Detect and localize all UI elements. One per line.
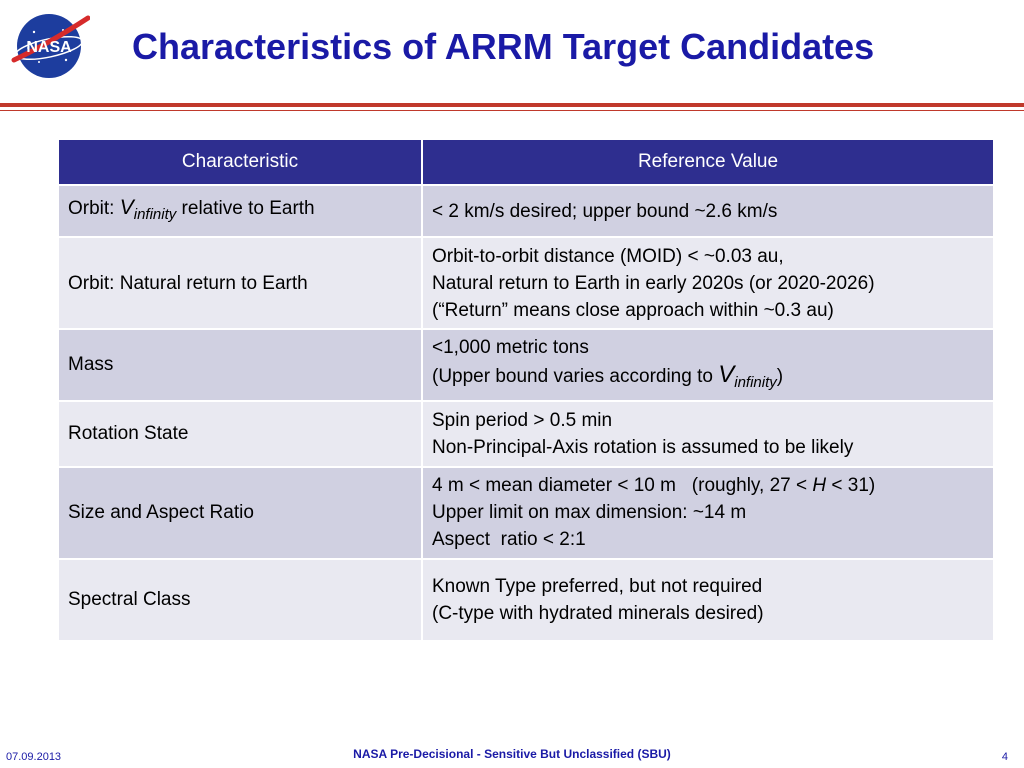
table-row	[58, 467, 994, 559]
column-header-characteristic: Characteristic	[58, 139, 422, 185]
table-row	[58, 329, 994, 401]
table-header-row	[58, 139, 994, 185]
header-divider-thin	[0, 110, 1024, 111]
reference-value-cell: Spin period > 0.5 min Non-Principal-Axis rotation is assumed to be likely	[422, 401, 994, 467]
page-number: 4	[1001, 751, 1008, 763]
column-header-reference-value: Reference Value	[422, 139, 994, 185]
table-row	[58, 237, 994, 329]
characteristic-cell: Mass	[58, 329, 422, 401]
reference-value-cell: <1,000 metric tons (Upper bound varies according to $V_{infinity}$)	[422, 329, 994, 401]
reference-value-cell: < 2 km/s desired; upper bound ~2.6 km/s	[422, 185, 994, 237]
reference-value-cell: Orbit-to-orbit distance (MOID) < ~0.03 au, Natural return to Earth in early 2020s (or 2020-2026) (“Return” means close approach within ~0.3 au)	[422, 237, 994, 329]
table-row	[58, 559, 994, 641]
characteristic-cell: Size and Aspect Ratio	[58, 467, 422, 559]
characteristic-cell: Rotation State	[58, 401, 422, 467]
table-row	[58, 401, 994, 467]
characteristics-table	[57, 138, 995, 642]
characteristic-cell: Orbit: Natural return to Earth	[58, 237, 422, 329]
reference-value-cell: Known Type preferred, but not required (C-type with hydrated minerals desired)	[422, 559, 994, 641]
footer-classification: NASA Pre-Decisional - Sensitive But Unclassified (SBU)	[353, 747, 671, 761]
reference-value-cell: 4 m < mean diameter < 10 m (roughly, 27 < H < 31) Upper limit on max dimension: ~14 m Aspect ratio < 2:1	[422, 467, 994, 559]
header-divider	[0, 103, 1024, 107]
svg-text:NASA: NASA	[26, 39, 72, 56]
page-title: Characteristics of ARRM Target Candidates	[132, 26, 875, 67]
characteristic-cell: Spectral Class	[58, 559, 422, 641]
nasa-logo	[8, 10, 90, 82]
characteristic-cell: Orbit: $V_{infinity}$ relative to Earth	[58, 185, 422, 237]
table-row	[58, 185, 994, 237]
footer-date: 07.09.2013	[6, 751, 62, 763]
